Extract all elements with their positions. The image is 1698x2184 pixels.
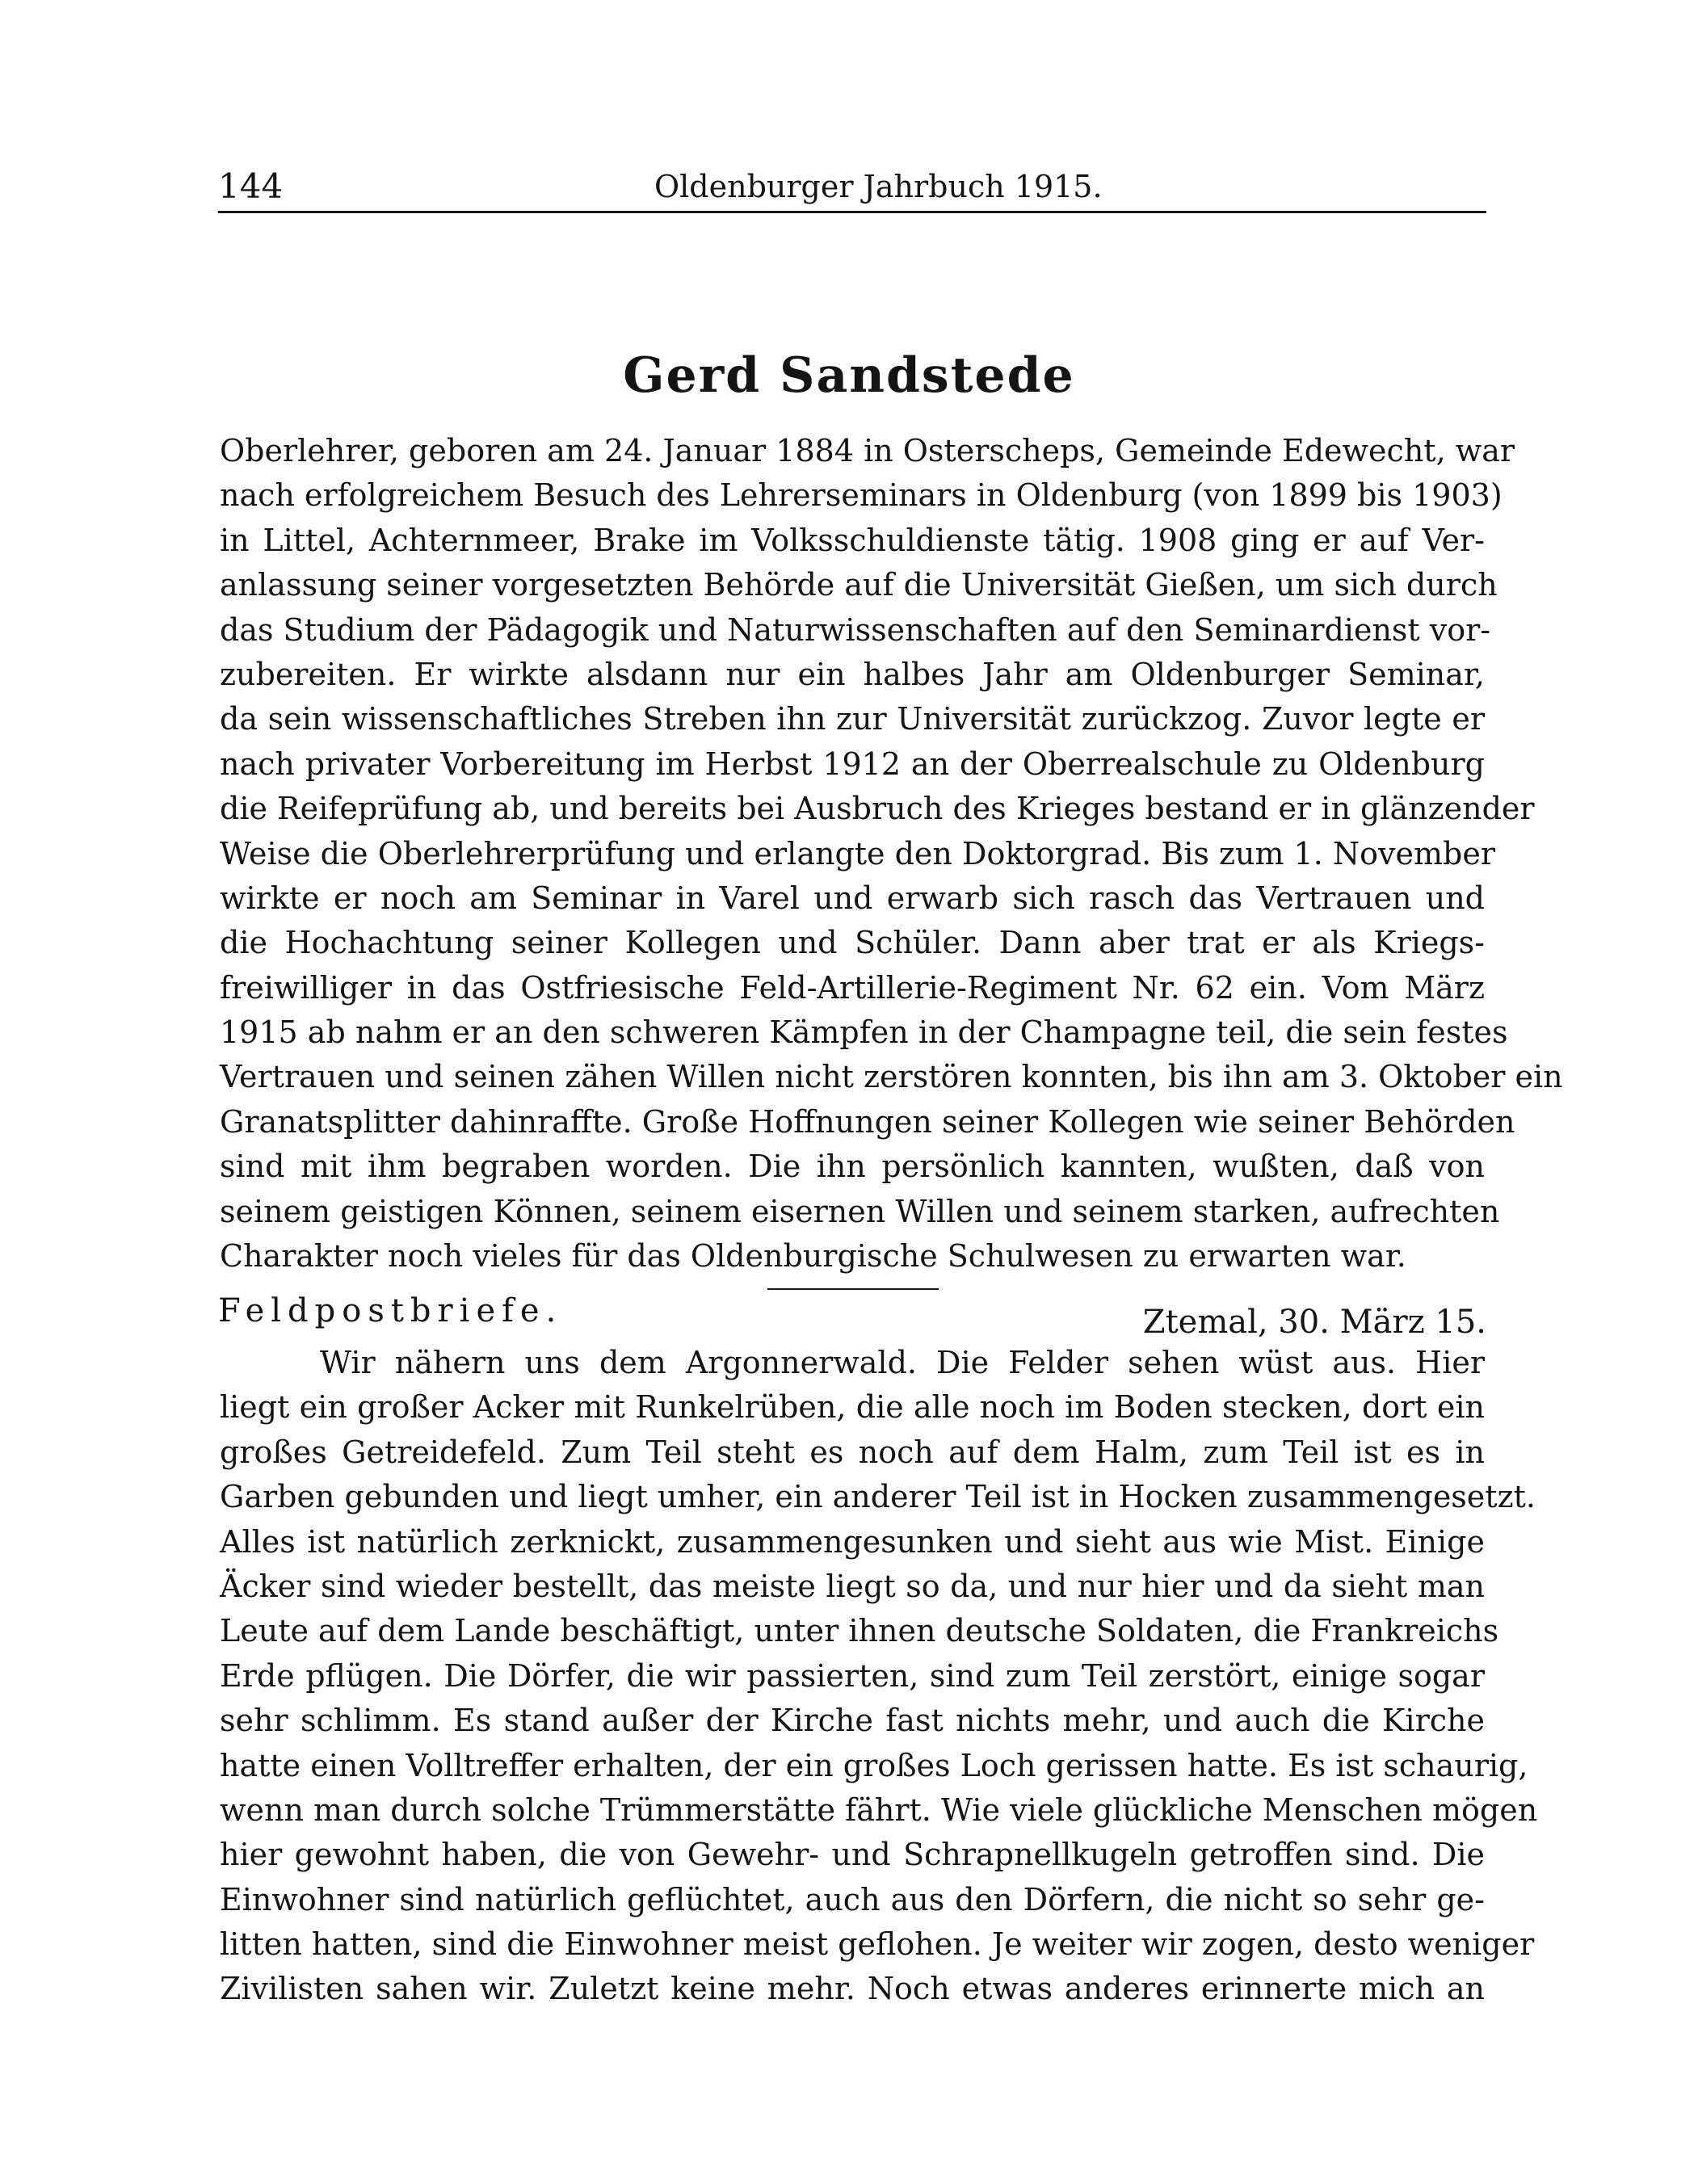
- text-line: Einwohner sind natürlich geflüchtet, auch aus den Dörfern, die nicht so sehr ge-: [220, 1881, 1485, 1917]
- text-line: liegt ein großer Acker mit Runkelrüben, die alle noch im Boden stecken, dort ein: [220, 1389, 1485, 1426]
- running-head: Oldenburger Jahrbuch 1915.: [654, 169, 1103, 204]
- text-line: hatte einen Volltreffer erhalten, der ein großes Loch gerissen hatte. Es ist schaurig,: [220, 1747, 1528, 1783]
- text-line: in Littel, Achternmeer, Brake im Volksschuldienste tätig. 1908 ging er auf Ver-: [220, 522, 1485, 558]
- text-line: Zivilisten sahen wir. Zuletzt keine mehr. Noch etwas anderes erinnerte mich an: [220, 1971, 1485, 2007]
- text-line: Leute auf dem Lande beschäftigt, unter ihnen deutsche Soldaten, die Frankreichs: [220, 1613, 1499, 1649]
- text-line: hier gewohnt haben, die von Gewehr- und Schrapnellkugeln getroffen sind. Die: [220, 1837, 1485, 1873]
- text-line: wirkte er noch am Seminar in Varel und erwarb sich rasch das Vertrauen und: [220, 880, 1485, 916]
- text-line: Wir nähern uns dem Argonnerwald. Die Felder sehen wüst aus. Hier: [320, 1345, 1485, 1380]
- text-line: seinem geistigen Können, seinem eisernen Willen und seinem starken, aufrechten: [220, 1193, 1500, 1229]
- text-line: anlassung seiner vorgesetzten Behörde auf die Universität Gießen, um sich durch: [220, 567, 1498, 603]
- section-divider: [767, 1288, 939, 1290]
- text-line: wenn man durch solche Trümmerstätte fährt. Wie viele glückliche Menschen mögen: [220, 1791, 1538, 1828]
- text-line: die Hochachtung seiner Kollegen und Schüler. Dann aber trat er als Kriegs-: [220, 925, 1485, 961]
- section-heading: Feldpostbriefe.: [218, 1292, 563, 1329]
- text-line: nach privater Vorbereitung im Herbst 1912 an der Oberrealschule zu Oldenburg: [220, 746, 1485, 782]
- text-line: zubereiten. Er wirkte alsdann nur ein halbes Jahr am Oldenburger Seminar,: [220, 656, 1485, 692]
- obituary-paragraph: [220, 429, 1563, 1279]
- text-line: Vertrauen und seinen zähen Willen nicht zerstören konnten, bis ihn am 3. Oktober ein: [220, 1059, 1563, 1095]
- text-line: Granatsplitter dahinraffte. Große Hoffnungen seiner Kollegen wie seiner Behörden: [220, 1103, 1515, 1140]
- text-line: sehr schlimm. Es stand außer der Kirche fast nichts mehr, und auch die Kirche: [220, 1703, 1485, 1739]
- text-line: Garben gebunden und liegt umher, ein anderer Teil ist in Hocken zusammengesetzt.: [220, 1479, 1536, 1515]
- page-number: 144: [218, 166, 284, 206]
- text-line: Erde pflügen. Die Dörfer, die wir passierten, sind zum Teil zerstört, einige sogar: [220, 1657, 1485, 1694]
- text-line: Weise die Oberlehrerprüfung und erlangte den Doktorgrad. Bis zum 1. November: [220, 835, 1495, 872]
- text-line: nach erfolgreichem Besuch des Lehrerseminars in Oldenburg (von 1899 bis 1903): [220, 477, 1503, 514]
- text-line: sind mit ihm begraben worden. Die ihn persönlich kannten, wußten, daß von: [220, 1149, 1485, 1185]
- text-line: litten hatten, sind die Einwohner meist geflohen. Je weiter wir zogen, desto weniger: [220, 1926, 1535, 1963]
- text-line: das Studium der Pädagogik und Naturwissenschaften auf den Seminardienst vor-: [220, 611, 1491, 648]
- article-title: Gerd Sandstede: [623, 347, 1075, 404]
- text-line: Alles ist natürlich zerknickt, zusammengesunken und sieht aus wie Mist. Einige: [220, 1523, 1485, 1560]
- text-line: Äcker sind wieder bestellt, das meiste liegt so da, und nur hier und da sieht man: [220, 1568, 1485, 1604]
- text-line: 1915 ab nahm er an den schweren Kämpfen in der Champagne teil, die sein festes: [220, 1014, 1508, 1051]
- letter-dateline: Ztemal, 30. März 15.: [1142, 1304, 1486, 1341]
- text-line: großes Getreidefeld. Zum Teil steht es noch auf dem Halm, zum Teil ist es in: [220, 1434, 1485, 1470]
- text-line: die Reifeprüfung ab, und bereits bei Ausbruch des Krieges bestand er in glänzender: [220, 791, 1535, 827]
- letter-paragraph: [220, 1341, 1538, 2012]
- page-header: [218, 166, 1486, 213]
- text-line: Charakter noch vieles für das Oldenburgische Schulwesen zu erwarten war.: [220, 1238, 1406, 1275]
- text-line: Oberlehrer, geboren am 24. Januar 1884 in Osterscheps, Gemeinde Edewecht, war: [220, 433, 1515, 468]
- text-line: freiwilliger in das Ostfriesische Feld-Artillerie-Regiment Nr. 62 ein. Vom März: [220, 969, 1485, 1006]
- text-line: da sein wissenschaftliches Streben ihn zur Universität zurückzog. Zuvor legte er: [220, 701, 1485, 737]
